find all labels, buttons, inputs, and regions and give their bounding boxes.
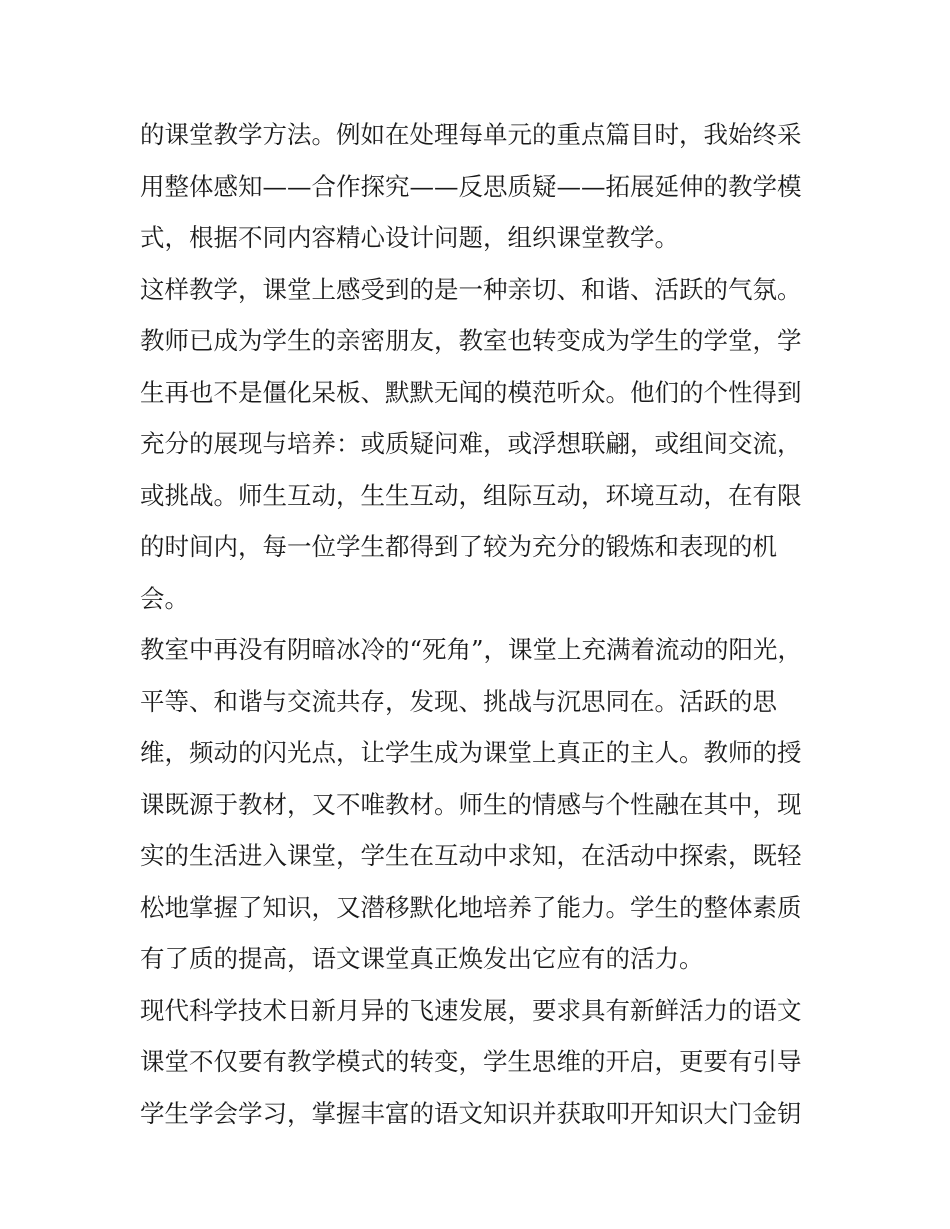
text-line: 学生学会学习，掌握丰富的语文知识并获取叩开知识大门金钥: [140, 1098, 802, 1128]
text-line: 现代科学技术日新月异的飞速发展，要求具有新鲜活力的语文: [140, 995, 802, 1025]
text-line: 的时间内，每一位学生都得到了较为充分的锻炼和表现的机: [140, 532, 777, 561]
text-line: 教室中再没有阴暗冰冷的“死角”，课堂上充满着流动的阳光，: [140, 635, 803, 664]
text-line: 用整体感知——合作探究——反思质疑——拓展延伸的教学模: [140, 171, 802, 201]
text-line: 这样教学，课堂上感受到的是一种亲切、和谐、活跃的气氛。: [140, 274, 802, 304]
document-body: [140, 109, 820, 1139]
text-line: 式，根据不同内容精心设计问题，组织课堂教学。: [140, 223, 679, 252]
text-line: 平等、和谐与交流共存，发现、挑战与沉思同在。活跃的思: [140, 686, 777, 716]
text-line: 课堂不仅要有教学模式的转变，学生思维的开启，更要有引导: [140, 1047, 802, 1076]
text-line: 有了质的提高，语文课堂真正焕发出它应有的活力。: [140, 944, 704, 973]
text-line: 实的生活进入课堂，学生在互动中求知，在活动中探索，既轻: [140, 841, 802, 870]
text-line: 的课堂教学方法。例如在处理每单元的重点篇目时，我始终采: [140, 120, 802, 149]
text-line: 会。: [140, 583, 189, 613]
text-line: 充分的展现与培养：或质疑问难，或浮想联翩，或组间交流，: [140, 429, 802, 458]
text-line: 维，频动的闪光点，让学生成为课堂上真正的主人。教师的授: [140, 738, 802, 767]
text-line: 生再也不是僵化呆板、默默无闻的模范听众。他们的个性得到: [140, 377, 802, 407]
text-line: 教师已成为学生的亲密朋友，教室也转变成为学生的学堂，学: [140, 326, 802, 355]
text-line: 课既源于教材，又不唯教材。师生的情感与个性融在其中，现: [140, 789, 802, 819]
text-line: 松地掌握了知识，又潜移默化地培养了能力。学生的整体素质: [140, 892, 802, 922]
text-line: 或挑战。师生互动，生生互动，组际互动，环境互动，在有限: [140, 480, 802, 510]
